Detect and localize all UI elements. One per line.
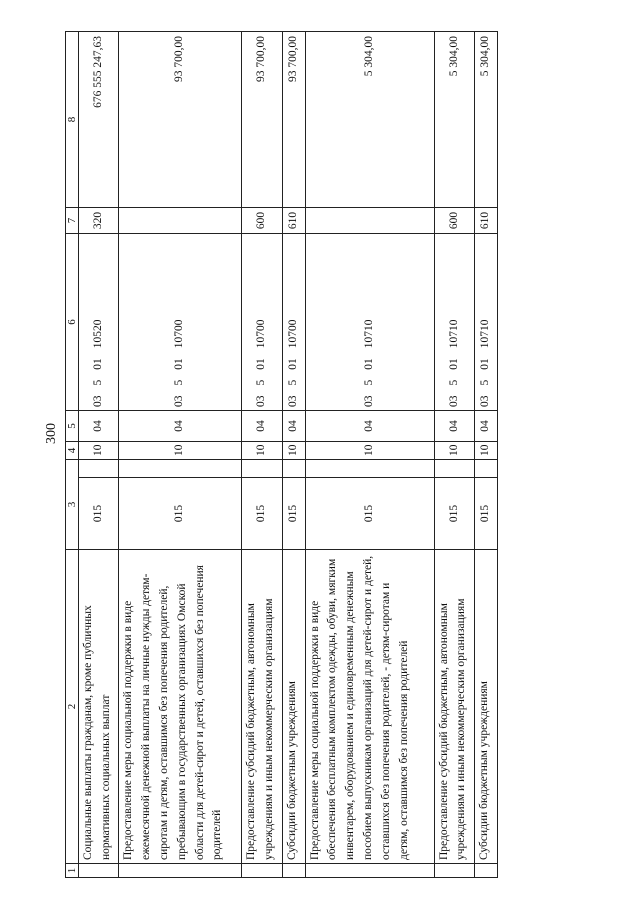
- target-article-code: [475, 234, 498, 411]
- amount: 93 700,00: [242, 32, 283, 208]
- target-article-code: [79, 234, 119, 411]
- admin-code: 015: [434, 478, 475, 550]
- target-code-part: 10700: [173, 319, 186, 349]
- expense-type-code: 320: [79, 208, 119, 234]
- target-code-part: 01: [255, 358, 268, 370]
- target-code-part: 5: [255, 379, 268, 386]
- target-code-part: 5: [447, 379, 460, 386]
- target-code-part: 03: [91, 395, 104, 407]
- item-name: Субсидии бюджетным учреждениям: [283, 550, 306, 864]
- amount: 93 700,00: [119, 32, 242, 208]
- header-col-1: 1: [66, 864, 79, 878]
- target-code-part: 5: [173, 379, 186, 386]
- item-name: Предоставление субсидий бюджетным, автономным учреждениям и иным некоммерческим организациям: [434, 550, 475, 864]
- target-code-part: 5: [479, 379, 492, 386]
- target-code-part: 01: [447, 358, 460, 370]
- item-name: Субсидии бюджетным учреждениям: [475, 550, 498, 864]
- item-name: Предоставление меры социальной поддержки в виде ежемесячной денежной выплаты на личные нужды детям-сиротам и детям, оставшимся без попечения родителей, пребывающим в государственных организациях Омской области для детей-сирот и детей, оставшихся без попечения родителей: [119, 550, 242, 864]
- target-code-part: 03: [255, 395, 268, 407]
- target-code-part: 10710: [479, 319, 492, 349]
- item-name: Предоставление субсидий бюджетным, автономным учреждениям и иным некоммерческим организациям: [242, 550, 283, 864]
- spacer-cell: [475, 460, 498, 478]
- header-col-2: 2: [66, 550, 79, 864]
- admin-code: 015: [242, 478, 283, 550]
- target-code-part: 01: [173, 358, 186, 370]
- spacer-cell: [434, 460, 475, 478]
- section-code: 10: [119, 442, 242, 460]
- col1-cell: [434, 864, 475, 878]
- amount: 5 304,00: [434, 32, 475, 208]
- target-code-part: 10700: [286, 319, 299, 349]
- table-row: [305, 32, 434, 878]
- target-code-part: 03: [479, 395, 492, 407]
- section-code: 10: [434, 442, 475, 460]
- amount: 5 304,00: [305, 32, 434, 208]
- subsection-code: 04: [434, 411, 475, 442]
- table-row: [283, 32, 306, 878]
- table-row: [119, 32, 242, 878]
- section-code: 10: [475, 442, 498, 460]
- admin-code: 015: [283, 478, 306, 550]
- section-code: 10: [79, 442, 119, 460]
- section-code: 10: [305, 442, 434, 460]
- target-code-part: 10520: [91, 319, 104, 349]
- target-article-code: [283, 234, 306, 411]
- subsection-code: 04: [283, 411, 306, 442]
- header-col-4: 4: [66, 442, 79, 460]
- col1-cell: [79, 864, 119, 878]
- target-code-part: 01: [286, 358, 299, 370]
- section-code: 10: [242, 442, 283, 460]
- target-code-part: 5: [91, 379, 104, 386]
- subsection-code: 04: [242, 411, 283, 442]
- spacer-cell: [305, 460, 434, 478]
- table-row: [434, 32, 475, 878]
- section-code: 10: [283, 442, 306, 460]
- target-code-part: 10700: [255, 319, 268, 349]
- expense-type-code: [119, 208, 242, 234]
- target-code-part: 10710: [447, 319, 460, 349]
- target-code-part: 10710: [362, 319, 375, 349]
- target-code-part: 01: [362, 358, 375, 370]
- target-article-code: [434, 234, 475, 411]
- subsection-code: 04: [119, 411, 242, 442]
- target-code-part: 03: [286, 395, 299, 407]
- amount: 93 700,00: [283, 32, 306, 208]
- header-col-3: 3: [66, 460, 79, 550]
- col1-cell: [242, 864, 283, 878]
- target-code-part: 5: [362, 379, 375, 386]
- header-col-7: 7: [66, 208, 79, 234]
- col1-cell: [119, 864, 242, 878]
- table-row: [475, 32, 498, 878]
- item-name: Социальные выплаты гражданам, кроме публичных нормативных социальных выплат: [79, 550, 119, 864]
- expense-type-code: 610: [475, 208, 498, 234]
- subsection-code: 04: [79, 411, 119, 442]
- table-row: [79, 32, 119, 878]
- spacer-cell: [79, 460, 119, 478]
- admin-code: 015: [119, 478, 242, 550]
- target-code-part: 03: [173, 395, 186, 407]
- target-article-code: [242, 234, 283, 411]
- spacer-cell: [283, 460, 306, 478]
- budget-table-container: [65, 32, 498, 878]
- subsection-code: 04: [305, 411, 434, 442]
- target-article-code: [119, 234, 242, 411]
- expense-type-code: 600: [434, 208, 475, 234]
- admin-code: 015: [475, 478, 498, 550]
- expense-type-code: 610: [283, 208, 306, 234]
- expense-type-code: [305, 208, 434, 234]
- col1-cell: [305, 864, 434, 878]
- header-col-6: 6: [66, 234, 79, 411]
- admin-code: 015: [79, 478, 119, 550]
- header-col-5: 5: [66, 411, 79, 442]
- target-code-part: 03: [362, 395, 375, 407]
- budget-table: [65, 31, 498, 878]
- item-name: Предоставление меры социальной поддержки в виде обеспечения бесплатным комплектом одежды, обуви, мягким инвентарем, оборудованием и единовременным денежным пособием выпускникам организаций для детей-сирот и детей, оставшихся без попечения родителей, - детям-сиротам и детям, оставшимся без попечения родителей: [305, 550, 434, 864]
- spacer-cell: [242, 460, 283, 478]
- amount: 5 304,00: [475, 32, 498, 208]
- col1-cell: [475, 864, 498, 878]
- amount: 676 555 247,63: [79, 32, 119, 208]
- target-code-part: 5: [286, 379, 299, 386]
- page-number: 300: [44, 423, 59, 444]
- spacer-cell: [119, 460, 242, 478]
- target-code-part: 01: [91, 358, 104, 370]
- expense-type-code: 600: [242, 208, 283, 234]
- table-row: [242, 32, 283, 878]
- header-row: [66, 32, 79, 878]
- target-article-code: [305, 234, 434, 411]
- target-code-part: 01: [479, 358, 492, 370]
- header-col-8: 8: [66, 32, 79, 208]
- target-code-part: 03: [447, 395, 460, 407]
- col1-cell: [283, 864, 306, 878]
- admin-code: 015: [305, 478, 434, 550]
- subsection-code: 04: [475, 411, 498, 442]
